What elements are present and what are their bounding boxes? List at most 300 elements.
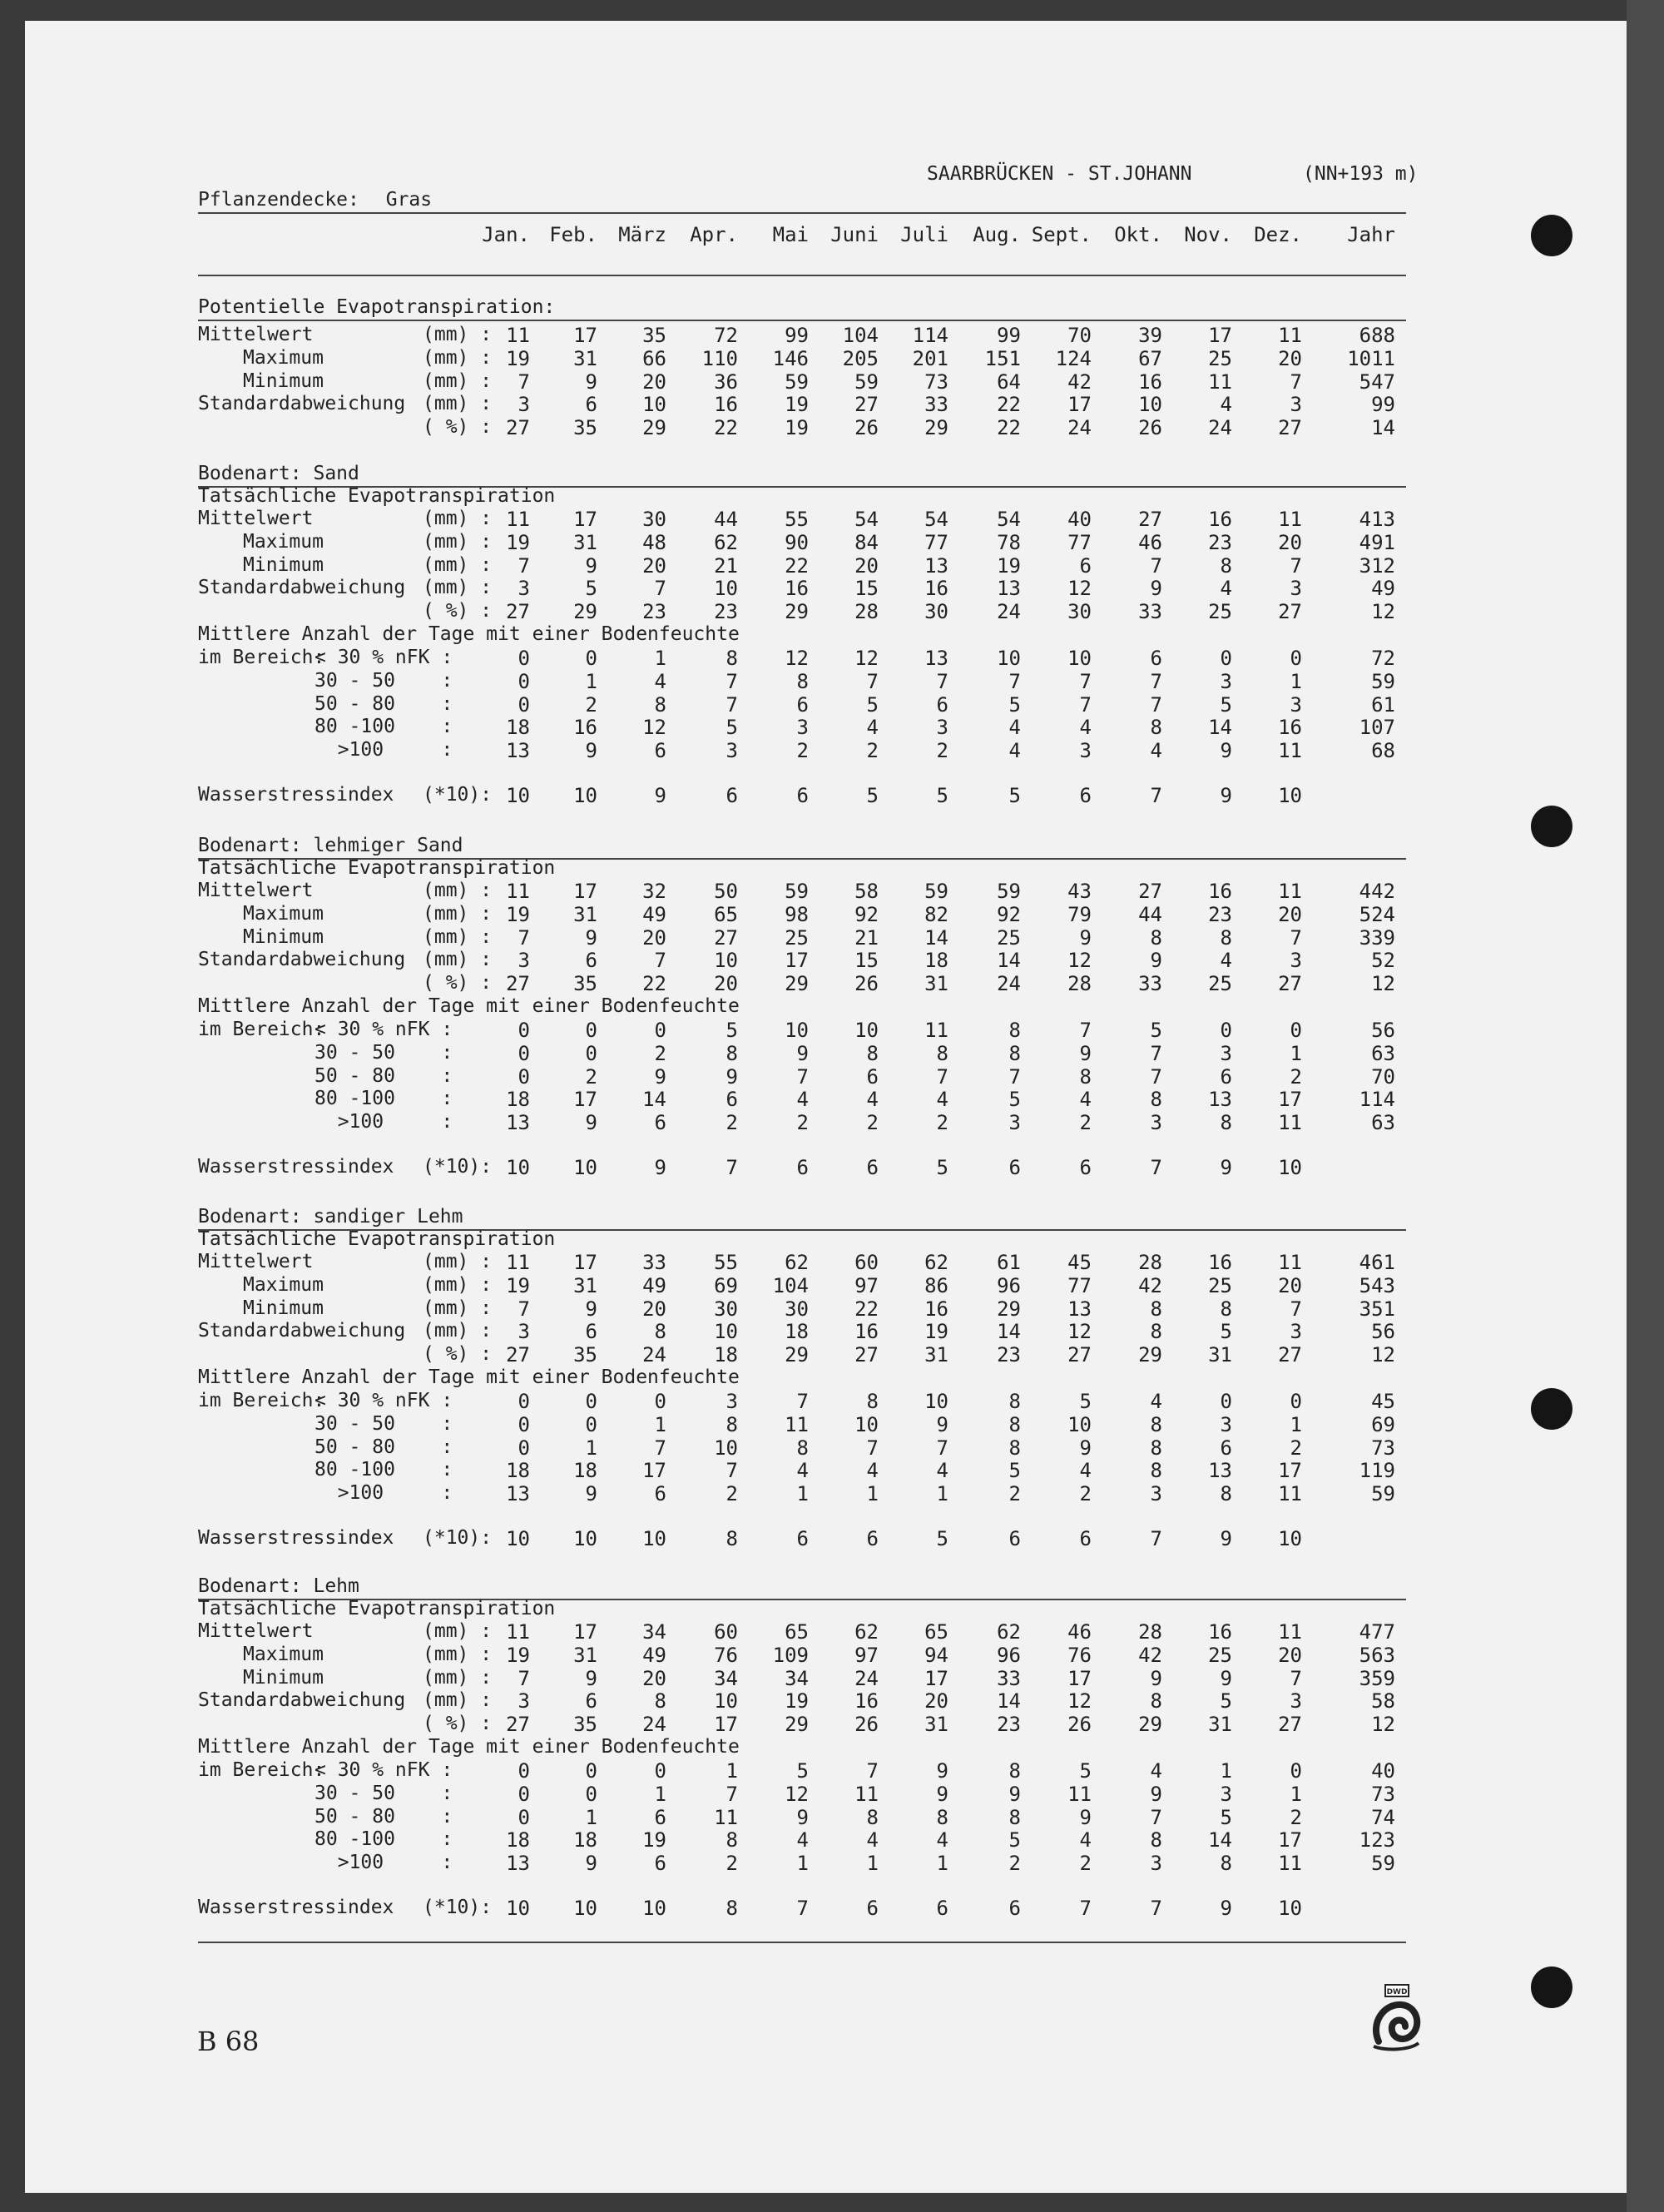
cell-value: 17 [1278, 1828, 1302, 1852]
cell-value: 69 [714, 1273, 738, 1297]
cell-value: 20 [1278, 530, 1302, 554]
cell-value: 6 [1079, 784, 1092, 807]
row-unit: (mm) : [423, 1320, 493, 1342]
cell-value: 3 [726, 1390, 738, 1413]
cell-value: 7 [1150, 1156, 1162, 1179]
cell-value: 59 [854, 369, 879, 394]
cell-value: 27 [854, 393, 879, 417]
cell-value: 33 [924, 393, 948, 417]
cell-value: 2 [1290, 1805, 1302, 1829]
cell-value: 62 [714, 530, 738, 554]
cell-value: 8 [1150, 1689, 1162, 1714]
cell-value: 8 [1150, 1436, 1162, 1460]
cell-value: 7 [1150, 553, 1162, 578]
cell-value: 4 [1150, 739, 1162, 763]
cell-value: 0 [585, 1412, 597, 1436]
cell-value: 3 [1150, 1482, 1162, 1506]
cell-value: 73 [924, 369, 948, 394]
cell-value: 9 [585, 1666, 597, 1690]
cell-value: 27 [854, 1343, 879, 1367]
page-number: B 68 [197, 2026, 260, 2057]
cell-value: 6 [1008, 1897, 1021, 1920]
cell-value: 5 [1008, 692, 1021, 717]
cell-value: 0 [1220, 1390, 1232, 1413]
cell-value: 5 [936, 1156, 948, 1179]
cell-value: 28 [1067, 972, 1092, 996]
cell-value: 7 [1290, 553, 1302, 578]
cell-value: 11 [1278, 1111, 1302, 1135]
cell-value: 20 [1278, 346, 1302, 370]
row-label: Maximum [243, 1273, 324, 1296]
cell-value: 25 [1208, 1273, 1232, 1297]
cell-value: 4 [866, 1459, 879, 1483]
cell-value: 31 [573, 902, 597, 926]
cell-value: 21 [714, 553, 738, 578]
cell-value: 2 [726, 1852, 738, 1876]
days-title: Mittlere Anzahl der Tage mit einer Bodenfeuchte [198, 995, 740, 1017]
cell-value: 12 [1371, 1343, 1395, 1367]
cell-value: 688 [1359, 324, 1395, 347]
cell-value: 31 [1208, 1343, 1232, 1367]
row-unit: ( %) : [423, 1713, 493, 1735]
cell-value: 0 [1220, 1019, 1232, 1042]
cell-value: 7 [1008, 1064, 1021, 1089]
row-unit: (mm) : [423, 369, 493, 392]
row-unit: (mm) : [423, 902, 493, 925]
cell-value: 7 [796, 1390, 809, 1413]
cell-value: 146 [772, 346, 809, 370]
row-unit: (mm) : [423, 1273, 493, 1296]
cell-value: 6 [796, 784, 809, 807]
range-label: im Bereich: [198, 1019, 325, 1040]
cell-value: 94 [924, 1643, 948, 1667]
cell-value: 5 [1008, 1088, 1021, 1112]
cell-value: 27 [506, 972, 530, 996]
cell-value: 59 [785, 880, 809, 903]
cell-value: 10 [642, 1527, 666, 1550]
range-value: 80 -100 : [314, 1088, 453, 1110]
cell-value: 17 [1208, 324, 1232, 347]
cell-value: 8 [1220, 1297, 1232, 1321]
range-value: 30 - 50 : [314, 1412, 453, 1435]
cell-value: 109 [772, 1643, 809, 1667]
cell-value: 26 [854, 972, 879, 996]
cell-value: 1 [654, 647, 666, 670]
cell-value: 25 [1208, 1643, 1232, 1667]
cell-value: 26 [1138, 416, 1162, 440]
cell-value: 6 [1079, 1527, 1092, 1550]
row-unit: ( %) : [423, 600, 493, 622]
cell-value: 11 [785, 1412, 809, 1436]
logo-text: DWD [1386, 1988, 1408, 1996]
cell-value: 8 [1150, 925, 1162, 950]
row-label: Standardabweichung [198, 1689, 406, 1712]
cell-value: 9 [1079, 1805, 1092, 1829]
cell-value: 29 [785, 1713, 809, 1737]
cell-value: 26 [1067, 1713, 1092, 1737]
cell-value: 6 [654, 1852, 666, 1876]
cell-value: 30 [1067, 600, 1092, 624]
cell-value: 58 [1371, 1689, 1395, 1714]
cell-value: 62 [785, 1251, 809, 1274]
cell-value: 4 [1008, 739, 1021, 763]
cell-value: 8 [1150, 1088, 1162, 1112]
cell-value: 6 [1220, 1064, 1232, 1089]
cell-value: 12 [1371, 1713, 1395, 1737]
cell-value: 3 [1290, 1320, 1302, 1344]
cell-value: 8 [1220, 553, 1232, 578]
cell-value: 3 [518, 1320, 530, 1344]
subtitle: Tatsächliche Evapotranspiration [198, 1598, 556, 1619]
cell-value: 17 [1278, 1459, 1302, 1483]
cell-value: 8 [1150, 716, 1162, 740]
cell-value: 0 [518, 1019, 530, 1042]
cell-value: 30 [714, 1297, 738, 1321]
cell-value: 16 [1208, 880, 1232, 903]
cell-value: 24 [997, 972, 1021, 996]
cell-value: 17 [1067, 1666, 1092, 1690]
cell-value: 84 [854, 530, 879, 554]
cell-value: 16 [1138, 369, 1162, 394]
cell-value: 65 [785, 1620, 809, 1644]
cell-value: 2 [726, 1111, 738, 1135]
cell-value: 9 [1079, 1436, 1092, 1460]
cell-value: 72 [714, 324, 738, 347]
cell-value: 24 [997, 600, 1021, 624]
cell-value: 6 [1008, 1527, 1021, 1550]
cell-value: 3 [1290, 1689, 1302, 1714]
cell-value: 8 [1220, 1482, 1232, 1506]
cell-value: 6 [726, 784, 738, 807]
cell-value: 1 [866, 1852, 879, 1876]
cell-value: 3 [518, 949, 530, 973]
cell-value: 14 [642, 1088, 666, 1112]
cell-value: 0 [518, 1041, 530, 1065]
cell-value: 6 [866, 1897, 879, 1920]
soil-title: Bodenart: Lehm [198, 1575, 359, 1597]
month-label: Juli [900, 223, 948, 246]
row-unit: (mm) : [423, 1251, 493, 1272]
punch-hole [1531, 1966, 1572, 2008]
cell-value: 30 [785, 1297, 809, 1321]
cell-value: 8 [1008, 1436, 1021, 1460]
cell-value: 9 [1079, 925, 1092, 950]
cell-value: 23 [1208, 530, 1232, 554]
punch-hole [1531, 806, 1572, 847]
row-unit: (mm) : [423, 1689, 493, 1712]
cell-value: 10 [854, 1019, 879, 1042]
range-value: 80 -100 : [314, 1828, 453, 1851]
cell-value: 3 [518, 577, 530, 601]
cell-value: 11 [854, 1782, 879, 1806]
cell-value: 55 [714, 1251, 738, 1274]
section-rule [198, 320, 1406, 321]
cell-value: 27 [714, 925, 738, 950]
cell-value: 65 [924, 1620, 948, 1644]
row-label: Mittelwert [198, 1620, 314, 1642]
cell-value: 4 [796, 1088, 809, 1112]
cell-value: 10 [642, 1897, 666, 1920]
cell-value: 23 [642, 600, 666, 624]
cell-value: 14 [924, 925, 948, 950]
cell-value: 7 [726, 1459, 738, 1483]
cell-value: 7 [518, 925, 530, 950]
cell-value: 33 [1138, 972, 1162, 996]
cell-value: 20 [642, 553, 666, 578]
cell-value: 15 [854, 949, 879, 973]
cell-value: 66 [642, 346, 666, 370]
footer-rule [198, 1942, 1406, 1943]
cell-value: 0 [1290, 647, 1302, 670]
row-unit: (mm) : [423, 577, 493, 599]
cell-value: 1 [726, 1759, 738, 1783]
cell-value: 0 [585, 1782, 597, 1806]
cell-value: 1 [585, 1436, 597, 1460]
cell-value: 7 [1150, 1041, 1162, 1065]
cell-value: 1 [585, 1805, 597, 1829]
cell-value: 8 [726, 1527, 738, 1550]
cell-value: 13 [506, 1852, 530, 1876]
cell-value: 13 [506, 1111, 530, 1135]
cell-value: 16 [1208, 1620, 1232, 1644]
cell-value: 543 [1359, 1273, 1395, 1297]
cell-value: 31 [573, 530, 597, 554]
cell-value: 76 [1067, 1643, 1092, 1667]
cell-value: 4 [866, 1828, 879, 1852]
cell-value: 92 [854, 902, 879, 926]
cell-value: 461 [1359, 1251, 1395, 1274]
cell-value: 0 [518, 1390, 530, 1413]
cell-value: 23 [1208, 902, 1232, 926]
cell-value: 48 [642, 530, 666, 554]
cell-value: 104 [772, 1273, 809, 1297]
cell-value: 9 [1079, 1041, 1092, 1065]
cell-value: 29 [1138, 1343, 1162, 1367]
cell-value: 7 [1150, 784, 1162, 807]
row-unit: (mm) : [423, 1297, 493, 1319]
cell-value: 27 [506, 1713, 530, 1737]
cell-value: 10 [573, 1156, 597, 1179]
cell-value: 124 [1055, 346, 1092, 370]
cell-value: 24 [642, 1343, 666, 1367]
row-label: Minimum [243, 553, 324, 576]
cell-value: 16 [924, 577, 948, 601]
cell-value: 3 [518, 1689, 530, 1714]
cell-value: 3 [1290, 577, 1302, 601]
cell-value: 8 [1220, 1111, 1232, 1135]
cell-value: 5 [936, 784, 948, 807]
cell-value: 11 [1278, 508, 1302, 531]
cell-value: 35 [573, 972, 597, 996]
stress-label: Wasserstressindex [198, 1156, 394, 1178]
cell-value: 477 [1359, 1620, 1395, 1644]
cell-value: 1 [1290, 669, 1302, 693]
cell-value: 55 [785, 508, 809, 531]
cell-value: 10 [714, 1689, 738, 1714]
cell-value: 36 [714, 369, 738, 394]
cell-value: 34 [785, 1666, 809, 1690]
cell-value: 29 [785, 972, 809, 996]
stress-unit: (*10): [423, 784, 493, 806]
cell-value: 12 [1371, 972, 1395, 996]
cell-value: 4 [1150, 1390, 1162, 1413]
cell-value: 31 [924, 1343, 948, 1367]
cell-value: 6 [585, 393, 597, 417]
cell-value: 29 [642, 416, 666, 440]
cell-value: 17 [1067, 393, 1092, 417]
cell-value: 6 [866, 1064, 879, 1089]
cell-value: 6 [726, 1088, 738, 1112]
cell-value: 3 [1008, 1111, 1021, 1135]
row-label: Mittelwert [198, 508, 314, 529]
row-unit: (mm) : [423, 553, 493, 576]
cell-value: 10 [642, 393, 666, 417]
cell-value: 59 [924, 880, 948, 903]
cell-value: 61 [997, 1251, 1021, 1274]
cell-value: 18 [714, 1343, 738, 1367]
cell-value: 9 [796, 1805, 809, 1829]
cell-value: 27 [506, 1343, 530, 1367]
cell-value: 20 [642, 925, 666, 950]
cell-value: 7 [866, 669, 879, 693]
cell-value: 54 [854, 508, 879, 531]
days-title: Mittlere Anzahl der Tage mit einer Bodenfeuchte [198, 1736, 740, 1758]
cell-value: 96 [997, 1643, 1021, 1667]
cell-value: 73 [1371, 1436, 1395, 1460]
cell-value: 11 [1208, 369, 1232, 394]
stress-label: Wasserstressindex [198, 1897, 394, 1918]
month-label: März [618, 223, 666, 246]
cell-value: 26 [854, 416, 879, 440]
cell-value: 0 [518, 1759, 530, 1783]
cell-value: 5 [796, 1759, 809, 1783]
cell-value: 19 [785, 416, 809, 440]
row-unit: (mm) : [423, 508, 493, 529]
cell-value: 3 [1220, 1412, 1232, 1436]
cell-value: 27 [1138, 508, 1162, 531]
cell-value: 4 [1220, 949, 1232, 973]
cell-value: 59 [997, 880, 1021, 903]
cell-value: 19 [506, 1273, 530, 1297]
cell-value: 11 [506, 1251, 530, 1274]
cell-value: 151 [984, 346, 1021, 370]
cell-value: 20 [1278, 1643, 1302, 1667]
dwd-logo-icon [1369, 1983, 1424, 2051]
cell-value: 7 [726, 692, 738, 717]
cell-value: 1 [866, 1482, 879, 1506]
cell-value: 10 [924, 1390, 948, 1413]
cell-value: 13 [506, 1482, 530, 1506]
cell-value: 4 [936, 1828, 948, 1852]
cell-value: 49 [642, 902, 666, 926]
cell-value: 24 [642, 1713, 666, 1737]
cell-value: 5 [866, 692, 879, 717]
cell-value: 86 [924, 1273, 948, 1297]
cell-value: 19 [642, 1828, 666, 1852]
cell-value: 33 [997, 1666, 1021, 1690]
cell-value: 99 [997, 324, 1021, 347]
cell-value: 62 [924, 1251, 948, 1274]
cell-value: 56 [1371, 1320, 1395, 1344]
cell-value: 0 [518, 647, 530, 670]
cell-value: 8 [866, 1041, 879, 1065]
cell-value: 19 [506, 902, 530, 926]
cell-value: 50 [714, 880, 738, 903]
cell-value: 17 [573, 1088, 597, 1112]
range-value: < 30 % nFK : [314, 647, 453, 668]
cell-value: 0 [585, 1759, 597, 1783]
cell-value: 20 [714, 972, 738, 996]
cell-value: 18 [506, 1088, 530, 1112]
cell-value: 8 [1150, 1297, 1162, 1321]
cell-value: 5 [1150, 1019, 1162, 1042]
cell-value: 42 [1067, 369, 1092, 394]
cell-value: 12 [1067, 949, 1092, 973]
cell-value: 30 [924, 600, 948, 624]
cell-value: 1 [1220, 1759, 1232, 1783]
cell-value: 2 [1079, 1111, 1092, 1135]
cell-value: 33 [1138, 600, 1162, 624]
cell-value: 29 [785, 1343, 809, 1367]
cell-value: 13 [924, 647, 948, 670]
subtitle: Tatsächliche Evapotranspiration [198, 485, 556, 507]
cell-value: 9 [936, 1759, 948, 1783]
header-rule-bottom [198, 275, 1406, 276]
cell-value: 2 [726, 1482, 738, 1506]
cell-value: 7 [518, 553, 530, 578]
cell-value: 44 [714, 508, 738, 531]
cell-value: 23 [997, 1343, 1021, 1367]
cell-value: 4 [654, 669, 666, 693]
cell-value: 7 [518, 1666, 530, 1690]
cell-value: 65 [714, 902, 738, 926]
range-value: 50 - 80 : [314, 1064, 453, 1087]
cell-value: 8 [1008, 1041, 1021, 1065]
cell-value: 31 [573, 346, 597, 370]
cell-value: 98 [785, 902, 809, 926]
cell-value: 4 [936, 1459, 948, 1483]
cell-value: 27 [1278, 600, 1302, 624]
range-value: 50 - 80 : [314, 692, 453, 715]
cell-value: 9 [936, 1412, 948, 1436]
cell-value: 6 [1079, 553, 1092, 578]
cell-value: 59 [1371, 1482, 1395, 1506]
cell-value: 9 [1220, 1156, 1232, 1179]
cell-value: 31 [1208, 1713, 1232, 1737]
cell-value: 0 [518, 1436, 530, 1460]
cell-value: 7 [654, 577, 666, 601]
cell-value: 28 [1138, 1251, 1162, 1274]
cell-value: 7 [1290, 925, 1302, 950]
cell-value: 110 [701, 346, 738, 370]
row-label: Mittelwert [198, 324, 314, 345]
cell-value: 5 [1008, 784, 1021, 807]
cell-value: 6 [1150, 647, 1162, 670]
cell-value: 2 [1008, 1482, 1021, 1506]
cell-value: 6 [936, 1897, 948, 1920]
cell-value: 1 [796, 1852, 809, 1876]
cell-value: 5 [726, 716, 738, 740]
cell-value: 524 [1359, 902, 1395, 926]
cell-value: 27 [506, 600, 530, 624]
cell-value: 9 [726, 1064, 738, 1089]
cell-value: 10 [506, 784, 530, 807]
range-value: 80 -100 : [314, 716, 453, 738]
cell-value: 7 [654, 1436, 666, 1460]
cell-value: 27 [1278, 416, 1302, 440]
cell-value: 78 [997, 530, 1021, 554]
cell-value: 29 [573, 600, 597, 624]
